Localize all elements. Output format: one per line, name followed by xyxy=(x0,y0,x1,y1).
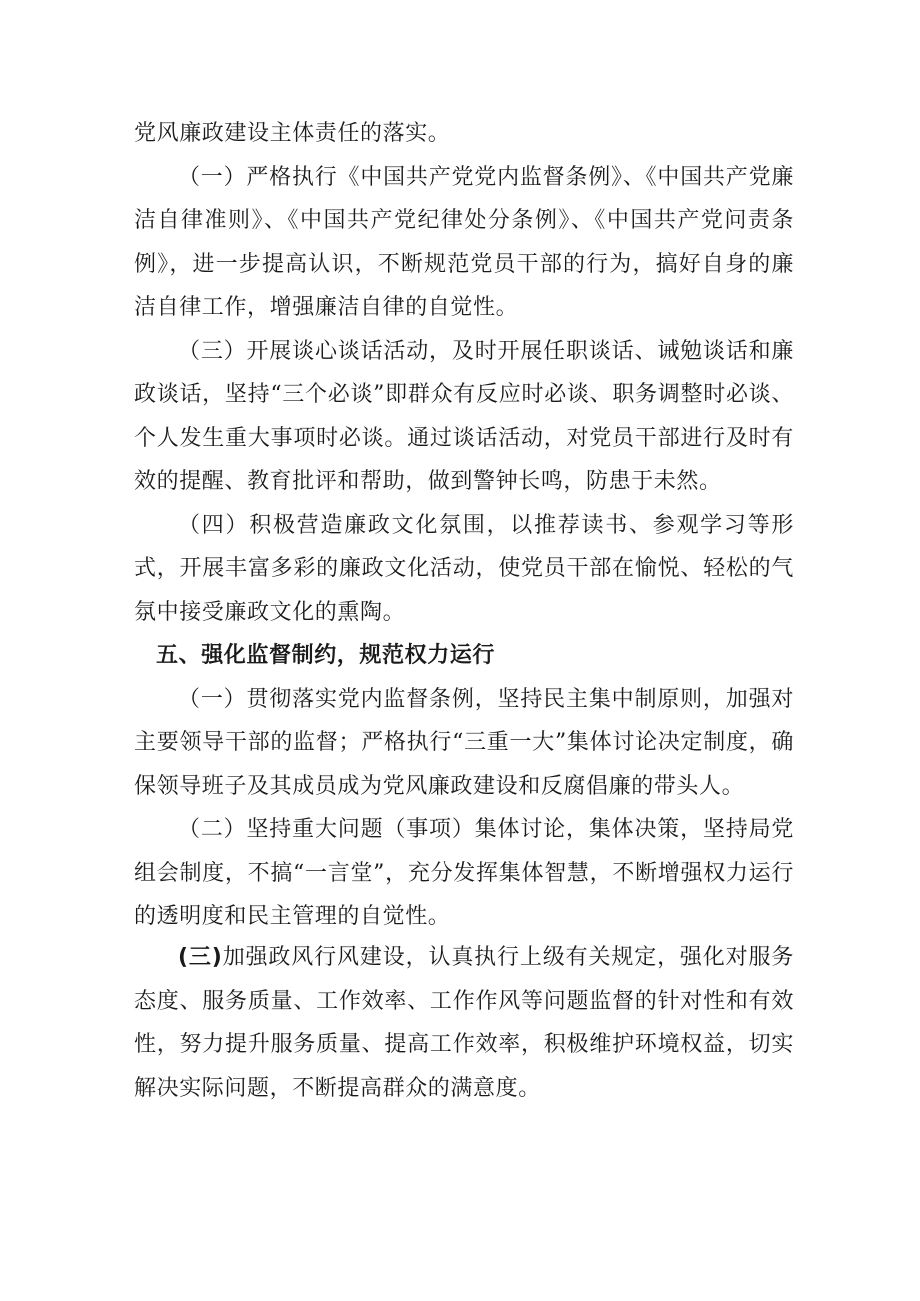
paragraph-item-5-1: （一）贯彻落实党内监督条例，坚持民主集中制原则，加强对主要领导干部的监督；严格执行“三重一大”集体讨论决定制度，确保领导班子及其成员成为党风廉政建设和反腐倡廉的带头人。 xyxy=(134,686,794,799)
item-marker-5-3: (三) xyxy=(178,945,223,970)
paragraph-continuation: 党风廉政建设主体责任的落实。 xyxy=(134,121,451,146)
paragraph-item-5-3 xyxy=(134,936,794,1110)
text-block-lower xyxy=(134,936,794,1110)
paragraph-item-4-3: （三）开展谈心谈话活动，及时开展任职谈话、诫勉谈话和廉政谈话，坚持“三个必谈”即群众有反应时必谈、职务调整时必谈、个人发生重大事项时必谈。通过谈话活动，对党员干部进行及时有效的提醒、教育批评和帮助，做到警钟长鸣，防患于未然。 xyxy=(134,338,794,494)
paragraph-item-5-3-body: 加强政风行风建设，认真执行上级有关规定，强化对服务态度、服务质量、工作效率、工作作风等问题监督的针对性和有效性，努力提升服务质量、提高工作效率，积极维护环境权益，切实解决实际问题，不断提高群众的满意度。 xyxy=(134,945,794,1101)
text-block-upper xyxy=(134,112,794,939)
paragraph-item-4-4: （四）积极营造廉政文化氛围，以推荐读书、参观学习等形式，开展丰富多彩的廉政文化活动，使党员干部在愉悦、轻松的气氛中接受廉政文化的熏陶。 xyxy=(134,512,794,625)
paragraph-item-5-2: （二）坚持重大问题（事项）集体讨论，集体决策，坚持局党组会制度，不搞“一言堂”，充分发挥集体智慧，不断增强权力运行的透明度和民主管理的自觉性。 xyxy=(134,817,794,929)
section-heading-5: 五、强化监督制约，规范权力运行 xyxy=(156,643,496,668)
paragraph-item-4-1: （一）严格执行《中国共产党党内监督条例》、《中国共产党廉洁自律准则》、《中国共产党纪律处分条例》、《中国共产党问责条例》，进一步提高认识，不断规范党员干部的行为，搞好自身的廉洁自律工作，增强廉洁自律的自觉性。 xyxy=(134,164,794,320)
